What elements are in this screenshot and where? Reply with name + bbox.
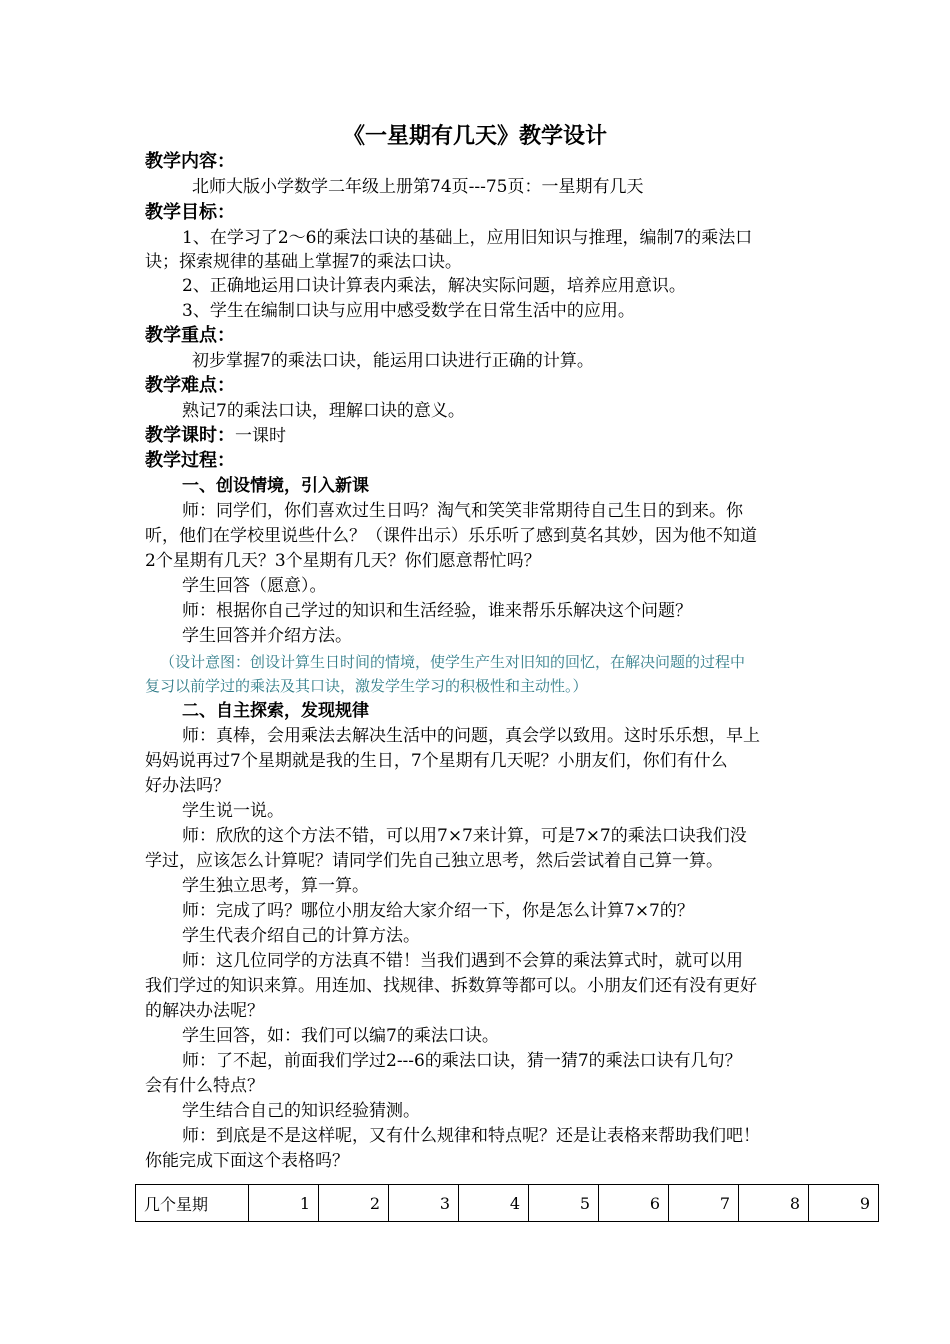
paragraph-line: 师：同学们，你们喜欢过生日吗？淘气和笑笑非常期待自己生日的到来。你 [182,501,743,521]
process-heading: 教学过程： [145,450,235,471]
paragraph-line: 我们学过的知识来算。用连加、找规律、拆数算等都可以。小朋友们还有没有更好 [145,976,757,996]
hours-text: 一课时 [235,426,286,446]
table-row-label: 几个星期 [136,1185,249,1222]
goals-heading: 教学目标： [145,202,235,223]
design-note-line-2: 复习以前学过的乘法及其口诀，激发学生学习的积极性和主动性。） [145,677,588,695]
table-cell: 9 [809,1185,879,1222]
paragraph-line: 学过，应该怎么计算呢？请同学们先自己独立思考，然后尝试着自己算一算。 [145,851,723,871]
paragraph-line: 师：这几位同学的方法真不错！当我们遇到不会算的乘法算式时，就可以用 [182,951,743,971]
paragraph-line: 学生回答，如：我们可以编7的乘法口诀。 [182,1026,499,1046]
content-text: 北师大版小学数学二年级上册第74页---75页：一星期有几天 [192,177,644,197]
hours-row [145,424,286,448]
design-note-line-1: （设计意图：创设计算生日时间的情境，使学生产生对旧知的回忆，在解决问题的过程中 [160,653,746,671]
document-title: 《一星期有几天》教学设计 [342,124,607,149]
paragraph-line: 会有什么特点？ [145,1076,264,1096]
goal-1-line-1: 1、在学习了2～6的乘法口诀的基础上，应用旧知识与推理，编制7的乘法口 [182,228,753,248]
table-cell: 2 [319,1185,389,1222]
paragraph-line: 2个星期有几天？3个星期有几天？你们愿意帮忙吗？ [145,551,541,571]
table-cell: 7 [669,1185,739,1222]
table-cell: 8 [739,1185,809,1222]
paragraph-line: 师：到底是不是这样呢，又有什么规律和特点呢？还是让表格来帮助我们吧！ [182,1126,760,1146]
table-row [136,1185,879,1222]
table-cell: 4 [459,1185,529,1222]
difficulty-text: 熟记7的乘法口诀，理解口诀的意义。 [182,401,465,421]
hours-heading: 教学课时： [145,425,235,446]
paragraph-line: 师：了不起，前面我们学过2---6的乘法口诀，猜一猜7的乘法口诀有几句？ [182,1051,742,1071]
key-heading: 教学重点： [145,325,235,346]
paragraph-line: 师：真棒，会用乘法去解决生活中的问题，真会学以致用。这时乐乐想，早上 [182,726,760,746]
content-heading: 教学内容： [145,151,235,172]
table-cell: 6 [599,1185,669,1222]
part-1-heading: 一、创设情境，引入新课 [182,476,369,496]
weeks-table [135,1184,879,1222]
difficulty-heading: 教学难点： [145,375,235,396]
key-text: 初步掌握7的乘法口诀，能运用口诀进行正确的计算。 [192,351,594,371]
paragraph-line: 师：完成了吗？哪位小朋友给大家介绍一下，你是怎么计算7×7的？ [182,901,694,921]
paragraph-line: 妈妈说再过7个星期就是我的生日，7个星期有几天呢？小朋友们，你们有什么 [145,751,728,771]
paragraph-line: 学生独立思考，算一算。 [182,876,369,896]
goal-3: 3、学生在编制口诀与应用中感受数学在日常生活中的应用。 [182,301,635,321]
paragraph-line: 学生代表介绍自己的计算方法。 [182,926,420,946]
paragraph-line: 好办法吗？ [145,776,230,796]
paragraph-line: 学生结合自己的知识经验猜测。 [182,1101,420,1121]
table-cell: 3 [389,1185,459,1222]
paragraph-line: 师：欣欣的这个方法不错，可以用7×7来计算，可是7×7的乘法口诀我们没 [182,826,747,846]
paragraph-line: 的解决办法呢？ [145,1001,264,1021]
table-cell: 5 [529,1185,599,1222]
paragraph-line: 师：根据你自己学过的知识和生活经验，谁来帮乐乐解决这个问题？ [182,601,692,621]
goal-2: 2、正确地运用口诀计算表内乘法，解决实际问题，培养应用意识。 [182,276,686,296]
paragraph-line: 你能完成下面这个表格吗？ [145,1151,349,1171]
paragraph-line: 学生说一说。 [182,801,284,821]
paragraph-line: 学生回答并介绍方法。 [182,626,352,646]
paragraph-line: 听，他们在学校里说些什么？（课件出示）乐乐听了感到莫名其妙，因为他不知道 [145,526,757,546]
paragraph-line: 学生回答（愿意）。 [182,576,327,596]
table-cell: 1 [249,1185,319,1222]
part-2-heading: 二、自主探索，发现规律 [182,701,369,721]
goal-1-line-2: 诀；探索规律的基础上掌握7的乘法口诀。 [145,252,462,272]
